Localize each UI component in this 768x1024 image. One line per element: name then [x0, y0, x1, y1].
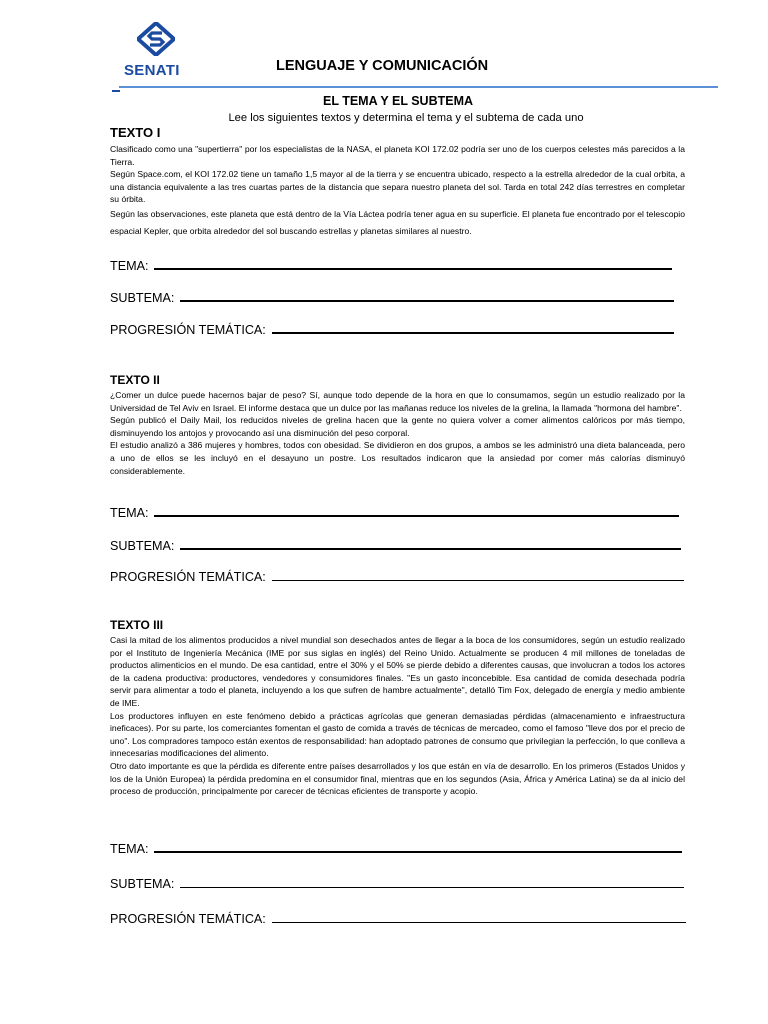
worksheet-title: EL TEMA Y EL SUBTEMA [322, 94, 474, 108]
subtema-answer-line[interactable] [180, 887, 684, 888]
progresion-answer-line[interactable] [272, 580, 684, 581]
text-1-paragraph: Según Space.com, el KOI 172.02 tiene un tamaño 1,5 mayor al de la tierra y se encuentra ubicado, respecto a la estrella alrededor de la cual orbita, a una distancia equivalente a las tres cuartas partes de la distancia que separa nuestro planeta del sol. Tarda en total 242 días terrestres en completar su órbita. [110, 169, 685, 205]
text-2-paragraph: ¿Comer un dulce puede hacernos bajar de peso? Sí, aunque todo depende de la hora en que lo consumamos, según un estudio realizado por la Universidad de Tel Aviv en Israel. El informe destaca que un dulce por las mañanas reduce los niveles de la grelina, la llamada "hormona del hambre". [110, 390, 685, 413]
progresion-answer-line[interactable] [272, 332, 674, 334]
logo-text: SENATI [124, 62, 180, 79]
text-3-paragraph: Otro dato importante es que la pérdida es diferente entre países desarrollados y los que están en vía de desarrollo. En los primeros (Estados Unidos y los de la Unión Europea) la pérdida predomina en el consumidor final, mientras que en los segundos (Asia, África y América Latina) se da al inicio del proceso de producción, principalmente por carecer de técnicas eficientes de transporte y acopio. [110, 760, 685, 797]
tema-answer-line[interactable] [154, 268, 672, 270]
text-1-paragraph: Clasificado como una "supertierra" por los especialistas de la NASA, el planeta KOI 172.02 podría ser uno de los cuerpos celestes más parecidos a la Tierra. [110, 144, 685, 167]
text-1-subtema-row [110, 287, 674, 305]
senati-logo-icon [137, 22, 175, 56]
course-title: LENGUAJE Y COMUNICACIÓN [276, 58, 489, 74]
senati-logo [112, 22, 192, 84]
text-2-body [110, 389, 685, 477]
text-3-progresion-row [110, 908, 686, 926]
text-2-progresion-row [110, 566, 684, 584]
header-divider [119, 86, 718, 88]
progresion-answer-line[interactable] [272, 922, 686, 923]
text-1-heading: TEXTO I [110, 125, 161, 140]
tema-answer-line[interactable] [154, 515, 679, 517]
tema-label: TEMA: [110, 259, 149, 273]
text-3-body [110, 634, 685, 798]
text-3-tema-row [110, 838, 682, 856]
text-1-progresion-row [110, 319, 674, 337]
text-2-paragraph: Según publicó el Daily Mail, los reducidos niveles de grelina hacen que la gente no quiera volver a comer alimentos calóricos por más tiempo, disminuyendo los antojos y provocando así una disminución del peso corporal. [110, 415, 685, 438]
subtema-label: SUBTEMA: [110, 291, 175, 305]
text-2-tema-row [110, 502, 679, 520]
tema-label: TEMA: [110, 842, 149, 856]
progresion-label: PROGRESIÓN TEMÁTICA: [110, 912, 266, 926]
worksheet-instructions: Lee los siguientes textos y determina el tema y el subtema de cada uno [228, 112, 584, 124]
text-2-heading: TEXTO II [110, 373, 160, 387]
text-2-paragraph: El estudio analizó a 386 mujeres y hombres, todos con obesidad. Se dividieron en dos grupos, a ambos se les administró una dieta balanceada, pero a uno de ellos se les incluyó en el desayuno un postre. Los resultados indicaron que la ansiedad por comer más calorías disminuyó considerablemente. [110, 440, 685, 476]
text-1-tema-row [110, 255, 672, 273]
progresion-label: PROGRESIÓN TEMÁTICA: [110, 323, 266, 337]
text-3-heading: TEXTO III [110, 618, 164, 632]
text-2-subtema-row [110, 535, 681, 553]
subtema-label: SUBTEMA: [110, 877, 175, 891]
subtema-answer-line[interactable] [180, 300, 674, 302]
text-3-paragraph: Los productores influyen en este fenómeno debido a prácticas agrícolas que generan demasiadas pérdidas (almacenamiento e infraestructura ineficaces). Por su parte, los comerciantes fomentan el gasto de comida a través de técnicas de mercadeo, como el famoso "lleve dos por el precio de uno". Los compradores tampoco están exentos de responsabilidad: han adoptado patrones de consumo que privilegian la perfección, lo que conlleva a innecesarias modificaciones del alimento. [110, 710, 685, 759]
tema-label: TEMA: [110, 506, 149, 520]
tema-answer-line[interactable] [154, 851, 682, 853]
text-1-body [110, 143, 685, 240]
progresion-label: PROGRESIÓN TEMÁTICA: [110, 570, 266, 584]
text-3-paragraph: Casi la mitad de los alimentos producidos a nivel mundial son desechados antes de llegar a la boca de los consumidores, según un estudio realizado por el Instituto de Ingeniería Mecánica (IME por sus siglas en inglés) del Reino Unido. Actualmente se producen 4 mil millones de toneladas de productos alimenticios en el mundo. De esa cantidad, entre el 30% y el 50% se pierde debido a diferentes causas, que involucran a todos los actores de la cadena productiva: productores, vendedores y consumidores finales. "Es un gasto inconcebible. Esa cantidad de comida desechada podría servir para alimentar a todo el planeta, incluyendo a los que sufren de hambre actualmente", detalló Tim Fox, delegado de energía y medio ambiente de IME. [110, 635, 685, 708]
subtema-answer-line[interactable] [180, 548, 681, 550]
text-1-paragraph: Según las observaciones, este planeta que está dentro de la Vía Láctea podría tener agua en su superficie. El planeta fue encontrado por el telescopio espacial Kepler, que orbita alrededor del sol buscando estrellas y planetas similares al nuestro. [110, 208, 685, 236]
text-3-subtema-row [110, 873, 684, 891]
logo-dash [112, 90, 120, 92]
subtema-label: SUBTEMA: [110, 539, 175, 553]
